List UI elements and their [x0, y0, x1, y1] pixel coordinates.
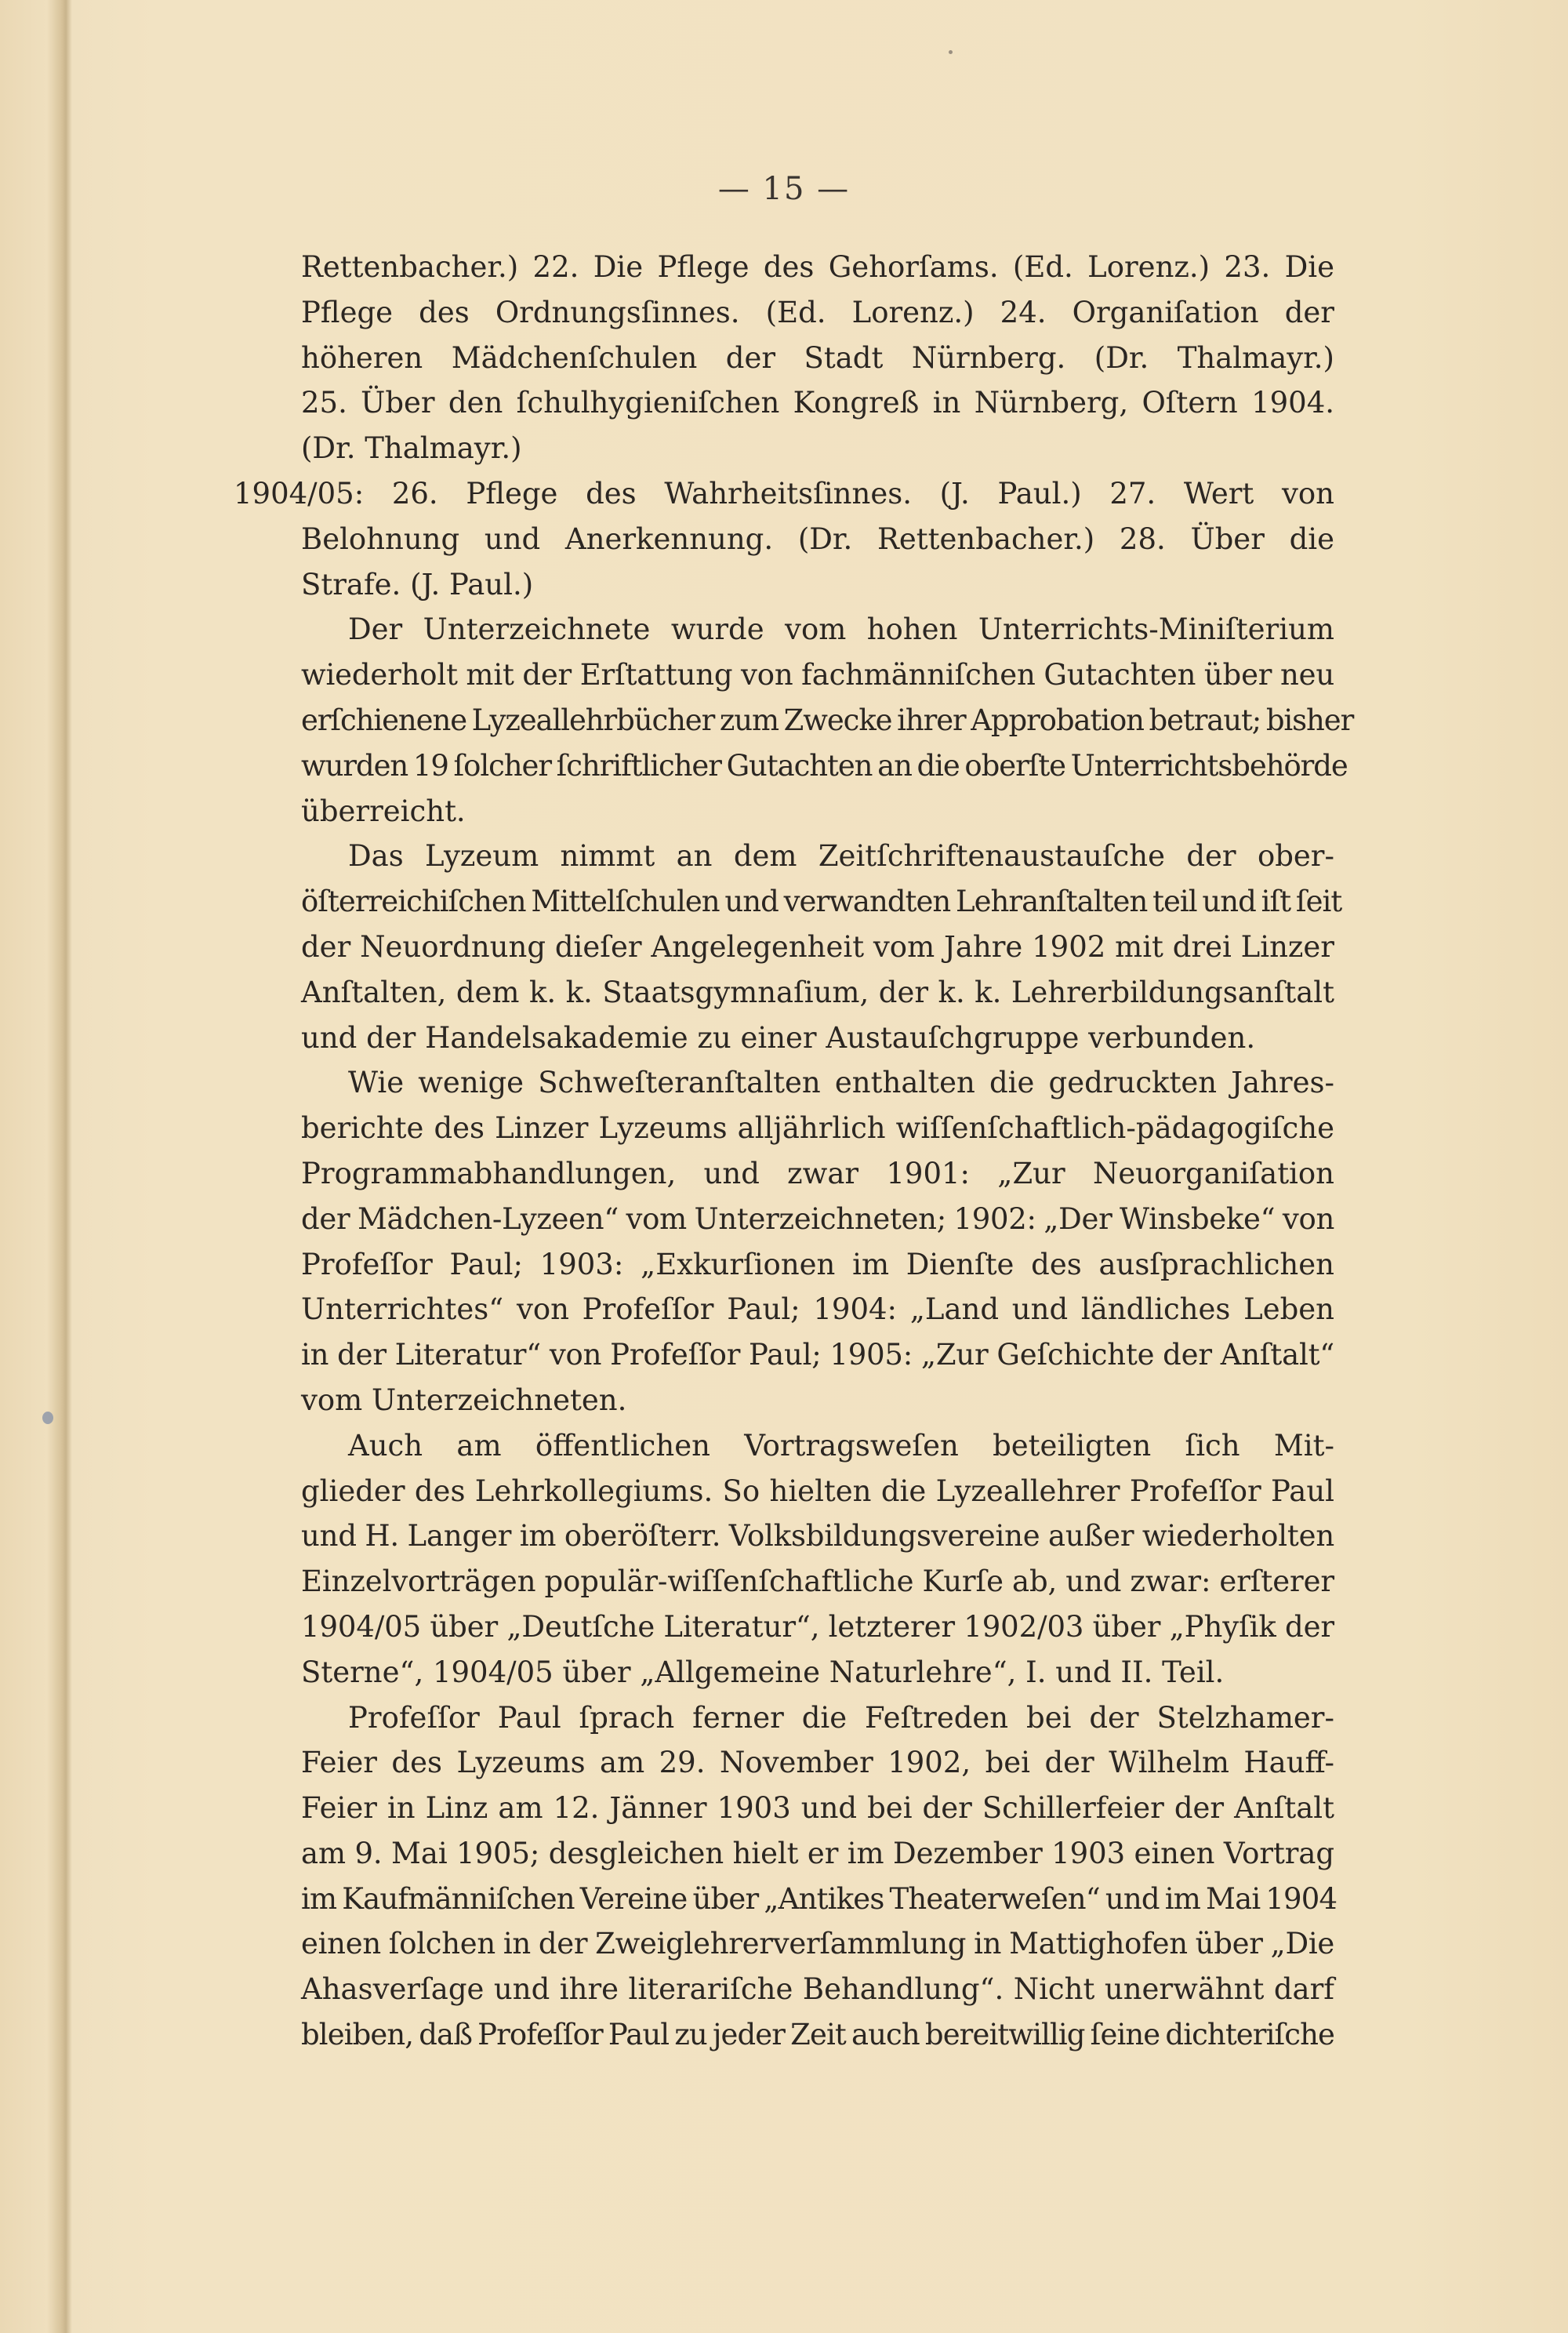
- text-line: am 9. Mai 1905; desgleichen hielt er im Dezember 1903 einen Vortrag: [301, 1836, 1334, 1870]
- text-line: 25. Über den ſchulhygieniſchen Kongreß in Nürnberg, Oſtern 1904.: [301, 386, 1334, 420]
- text-line: vom Unterzeichneten.: [301, 1383, 627, 1417]
- text-line: wiederholt mit der Erſtattung von fachmänniſchen Gutachten über neu: [301, 658, 1334, 692]
- text-line: überreicht.: [301, 794, 466, 828]
- text-line: in der Literatur“ von Profeſſor Paul; 1905: „Zur Geſchichte der Anſtalt“: [301, 1338, 1334, 1372]
- text-line: Sterne“, 1904/05 über „Allgemeine Naturlehre“, I. und II. Teil.: [301, 1655, 1225, 1689]
- paragraph-start: Auch am öffentlichen Vortragsweſen beteiligten ſich Mit-: [348, 1428, 1334, 1463]
- text-line: einen ſolchen in der Zweiglehrerverſammlung in Mattighofen über „Die: [301, 1927, 1334, 1961]
- text-line: Profeſſor Paul; 1903: „Exkurſionen im Dienſte des ausſprachlichen: [301, 1247, 1334, 1281]
- text-line: Einzelvorträgen populär-wiſſenſchaftliche Kurſe ab, und zwar: erſterer: [301, 1564, 1334, 1599]
- text-line: höheren Mädchenſchulen der Stadt Nürnberg. (Dr. Thalmayr.): [301, 340, 1334, 375]
- text-line: berichte des Linzer Lyzeums alljährlich wiſſenſchaftlich-pädagogiſche: [301, 1111, 1334, 1146]
- text-line: 1904/05: 26. Pflege des Wahrheitsſinnes. (J. Paul.) 27. Wert von: [234, 476, 1334, 511]
- body-text: [234, 245, 1354, 2058]
- paper-speck: [949, 50, 953, 54]
- paragraph-start: Wie wenige Schweſteranſtalten enthalten die gedruckten Jahres-: [348, 1066, 1334, 1100]
- text-line: und H. Langer im oberöſterr. Volksbildungsvereine außer wiederholten: [301, 1519, 1334, 1554]
- text-line: öſterreichiſchen Mittelſchulen und verwandten Lehranſtalten teil und iſt ſeit: [301, 885, 1342, 919]
- text-line: der Mädchen-Lyzeen“ vom Unterzeichneten; 1902: „Der Winsbeke“ von: [301, 1201, 1334, 1236]
- text-line: Pflege des Ordnungsſinnes. (Ed. Lorenz.) 24. Organiſation der: [301, 295, 1334, 329]
- text-line: der Neuordnung dieſer Angelegenheit vom Jahre 1902 mit drei Linzer: [301, 929, 1334, 964]
- text-line: Unterrichtes“ von Profeſſor Paul; 1904: „Land und ländliches Leben: [301, 1292, 1334, 1327]
- paragraph-start: Der Unterzeichnete wurde vom hohen Unterrichts-Miniſterium: [348, 612, 1334, 647]
- text-line: wurden 19 ſolcher ſchriftlicher Gutachten an die oberſte Unterrichtsbehörde: [301, 748, 1348, 783]
- text-line: Programmabhandlungen, und zwar 1901: „Zur Neuorganiſation: [301, 1156, 1334, 1190]
- text-line: und der Handelsakademie zu einer Austauſchgruppe verbunden.: [301, 1020, 1256, 1055]
- paragraph-start: Profeſſor Paul ſprach ferner die Feſtreden bei der Stelzhamer-: [348, 1700, 1334, 1735]
- text-line: glieder des Lehrkollegiums. So hielten die Lyzeallehrer Profeſſor Paul: [301, 1474, 1334, 1508]
- page-number: — 15 —: [717, 171, 851, 207]
- text-line: erſchienene Lyzeallehrbücher zum Zwecke ihrer Approbation betraut; bisher: [301, 703, 1354, 737]
- ink-spot: [42, 1412, 53, 1424]
- text-line: Rettenbacher.) 22. Die Pflege des Gehorſams. (Ed. Lorenz.) 23. Die: [301, 250, 1334, 284]
- text-line: Feier in Linz am 12. Jänner 1903 und bei der Schillerfeier der Anſtalt: [301, 1791, 1334, 1826]
- text-line: im Kaufmänniſchen Vereine über „Antikes Theaterweſen“ und im Mai 1904: [301, 1881, 1338, 1916]
- text-line: Feier des Lyzeums am 29. November 1902, bei der Wilhelm Hauff-: [301, 1746, 1334, 1780]
- text-line: Ahasverſage und ihre literariſche Behandlung“. Nicht unerwähnt darf: [301, 1972, 1334, 2007]
- text-line: bleiben, daß Profeſſor Paul zu jeder Zeit auch bereitwillig ſeine dichteriſche: [301, 2018, 1334, 2052]
- text-line: Strafe. (J. Paul.): [301, 567, 534, 601]
- text-line: Belohnung und Anerkennung. (Dr. Rettenbacher.) 28. Über die: [301, 521, 1334, 556]
- text-line: Anſtalten, dem k. k. Staatsgymnaſium, der k. k. Lehrerbildungsanſtalt: [301, 975, 1334, 1009]
- paragraph-start: Das Lyzeum nimmt an dem Zeitſchriftenaustauſche der ober-: [348, 839, 1334, 874]
- text-line: (Dr. Thalmayr.): [301, 431, 522, 466]
- text-line: 1904/05 über „Deutſche Literatur“, letzterer 1902/03 über „Phyſik der: [301, 1609, 1334, 1644]
